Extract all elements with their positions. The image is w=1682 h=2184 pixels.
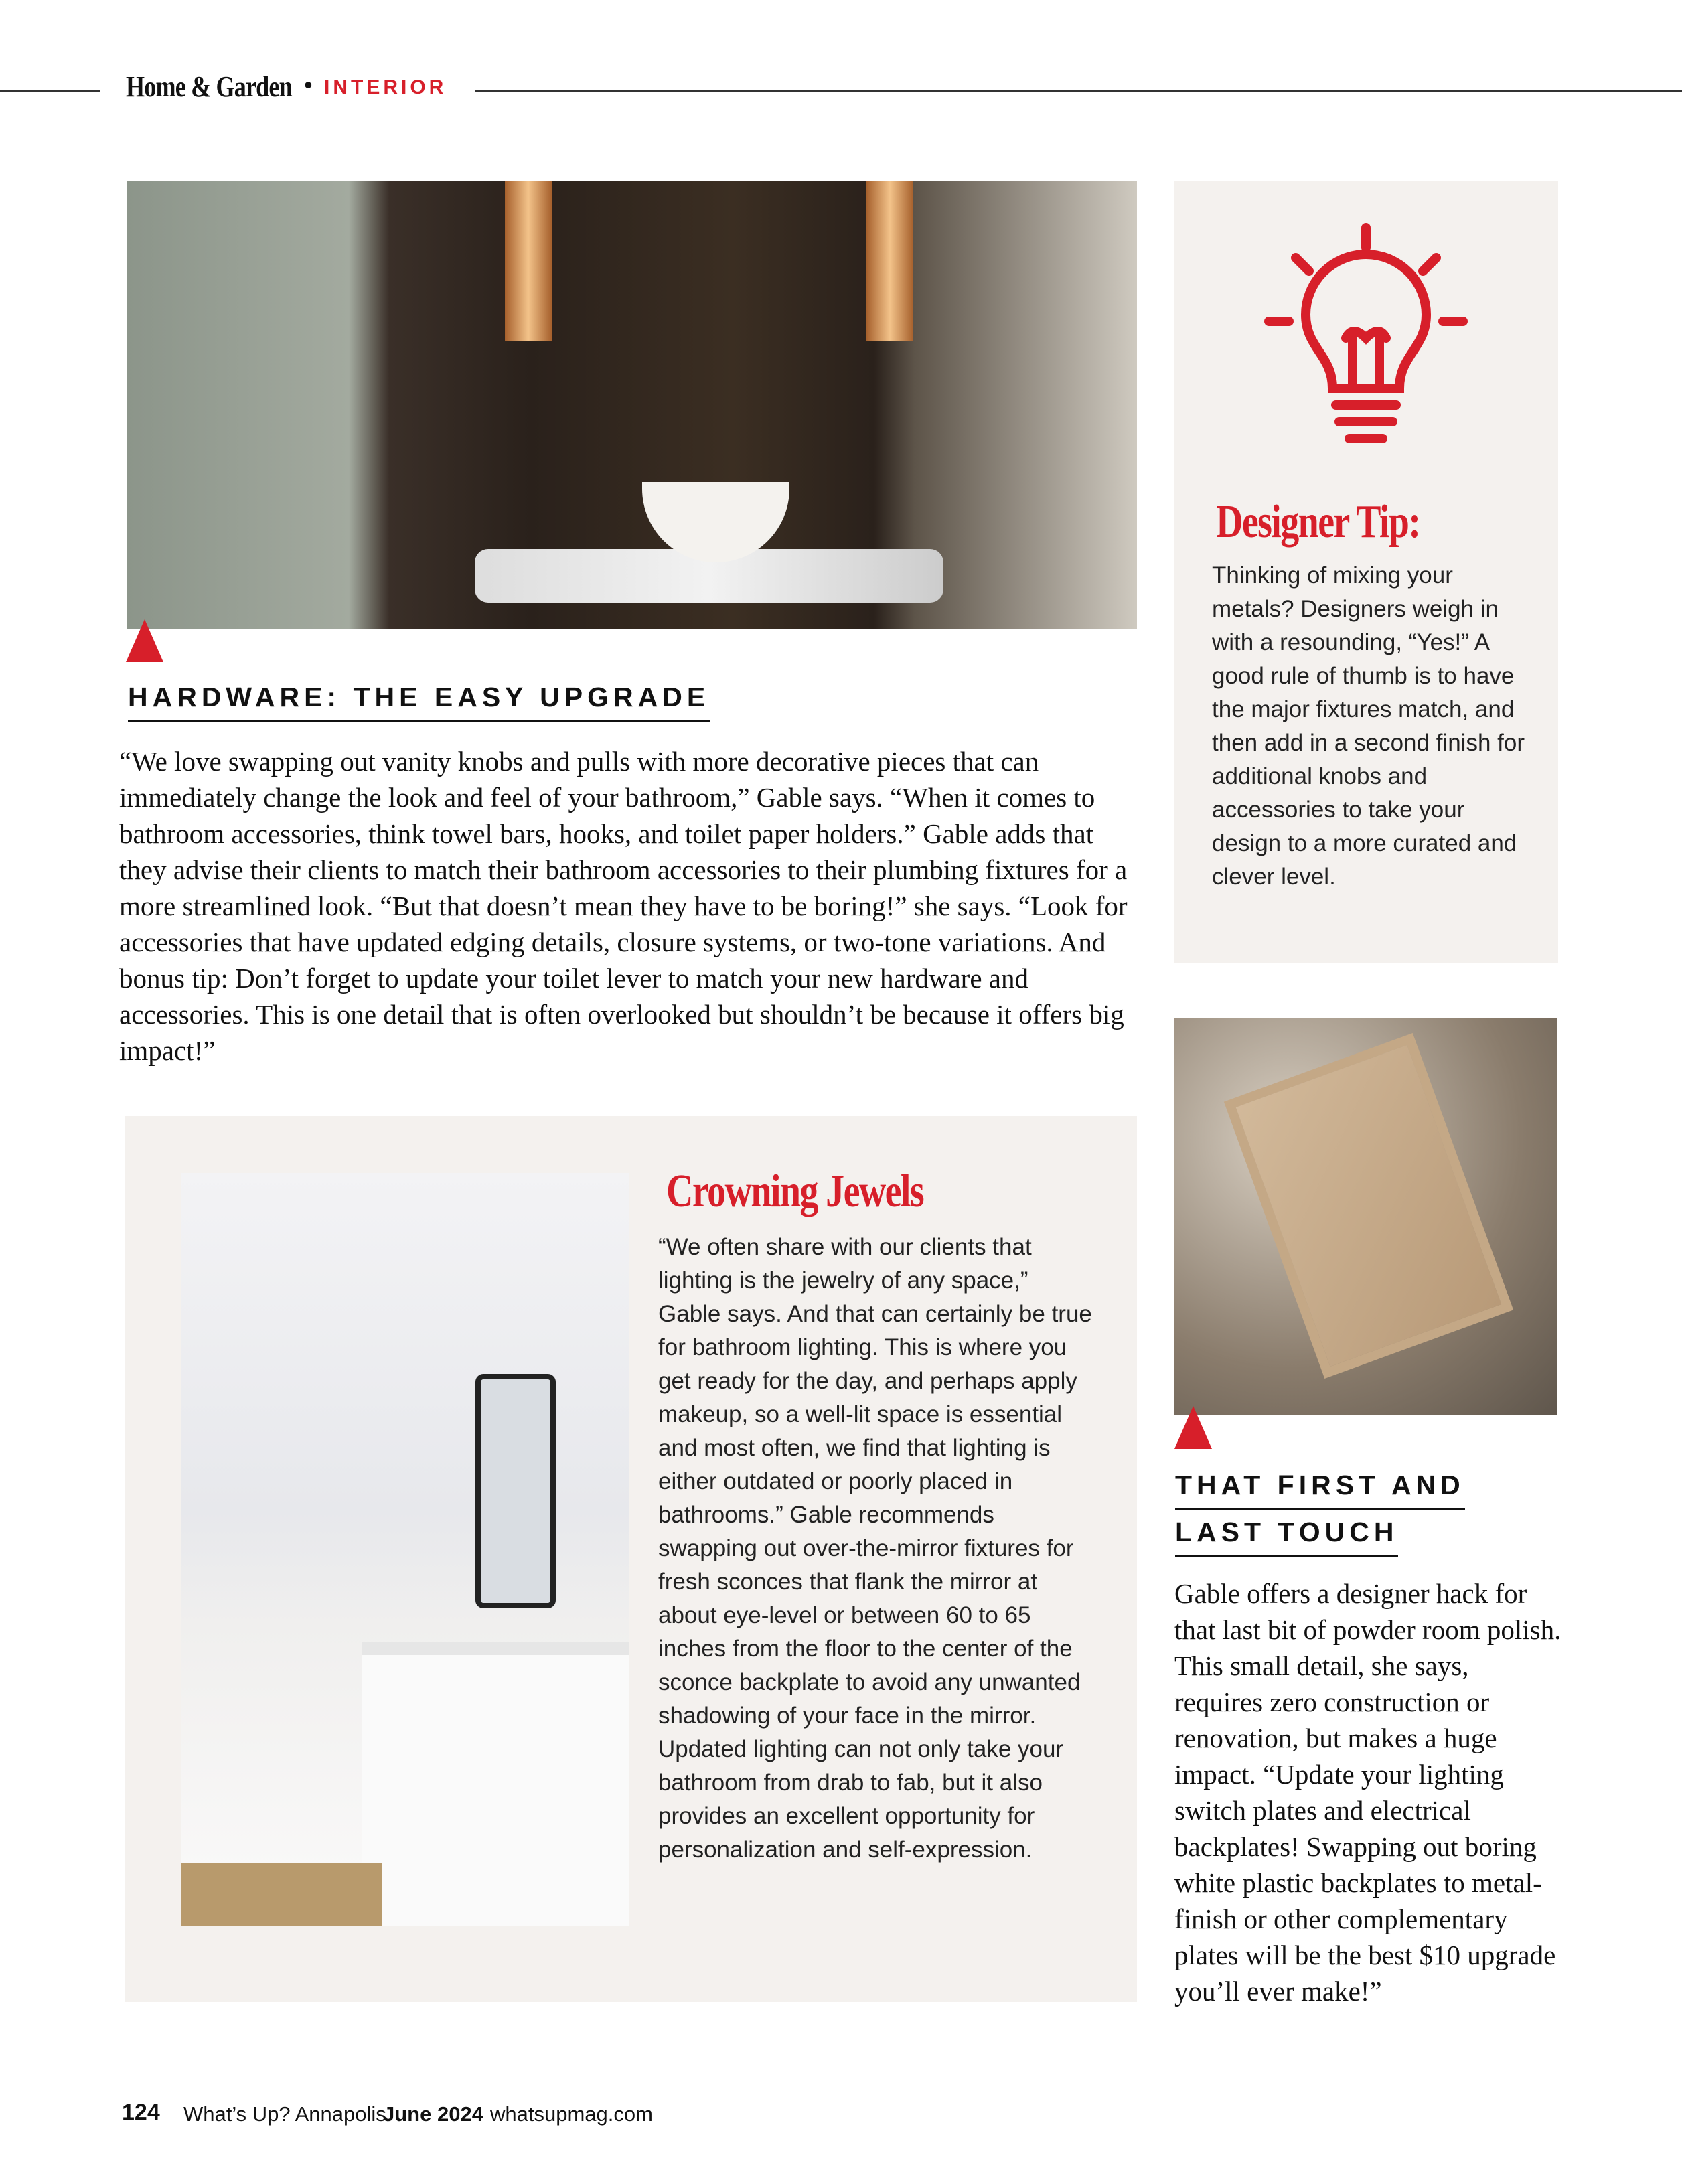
publication-name: What’s Up? Annapolis <box>183 2102 386 2126</box>
designer-tip-body: Thinking of mixing your metals? Designers weigh in with a resounding, “Yes!” A good rule of thumb is to have the major fixtures match, and then add in a second finish for additional knobs and accessories to take your design to a more curated and clever level. <box>1212 562 1525 890</box>
touch-body: Gable offers a designer hack for that last bit of powder room polish. This small detail, she says, requires zero construction or renovation, but makes a huge impact. “Update your lighting switch plates and electrical backplates! Swapping out boring white plastic backplates to metal-finish or other complementary plates will be the best $10 upgrade you’ll ever make!” <box>1174 1578 1561 2007</box>
bathroom-lighting-photo <box>181 1173 629 1926</box>
issue-date: June 2024 <box>383 2102 483 2126</box>
designer-tip-box <box>1174 181 1558 963</box>
page-number: 124 <box>122 2100 160 2125</box>
hardware-heading: HARDWARE: THE EASY UPGRADE <box>128 682 710 722</box>
header-separator: • <box>304 71 313 98</box>
red-arrow-icon <box>126 619 163 662</box>
red-arrow-icon <box>1174 1406 1212 1449</box>
brand-title: Home & Garden <box>126 70 292 103</box>
vanity-photo <box>127 181 1137 629</box>
switch-plate-photo <box>1174 1018 1557 1415</box>
section-label: INTERIOR <box>324 76 447 98</box>
header-rule-right <box>475 90 1682 92</box>
crowning-jewels-body: “We often share with our clients that lighting is the jewelry of any space,” Gable says. And that can certainly be true for bathroom lighting. This is where you get ready for the day, and perhaps apply makeup, so a well-lit space is essential and most often, we find that lighting is either outdated or poorly placed in bathrooms.” Gable recommends swapping out over-the-mirror fixtures for fresh sconces that flank the mirror at about eye-level or between 60 to 65 inches from the floor to the center of the sconce backplate to avoid any unwanted shadowing of your face in the mirror. Updated lighting can not only take your bathroom from drab to fab, but it also provides an excellent opportunity for personalization and self-expression. <box>658 1234 1092 1863</box>
header-rule-left <box>0 90 100 92</box>
lightbulb-icon <box>1259 221 1473 455</box>
hardware-body: “We love swapping out vanity knobs and pulls with more decorative pieces that can immediately change the look and feel of your bathroom,” Gable says. “When it comes to bathroom accessories, think towel bars, hooks, and toilet paper holders.” Gable adds that they advise their clients to match their bathroom accessories to their plumbing fixtures for a more streamlined look. “But that doesn’t mean they have to be boring!” she says. “Look for accessories that have updated edging details, closure systems, or two-tone variations. And bonus tip: Don’t forget to update your toilet lever to match your new hardware and accessories. This is one detail that is often overlooked but shouldn’t be because it offers big impact!” <box>119 746 1128 1066</box>
designer-tip-title: Designer Tip: <box>1216 496 1420 548</box>
touch-heading-line2: LAST TOUCH <box>1175 1516 1398 1557</box>
touch-heading-line1: THAT FIRST AND <box>1175 1470 1465 1510</box>
crowning-jewels-title: Crowning Jewels <box>666 1166 924 1217</box>
website-link[interactable]: whatsupmag.com <box>490 2102 653 2126</box>
